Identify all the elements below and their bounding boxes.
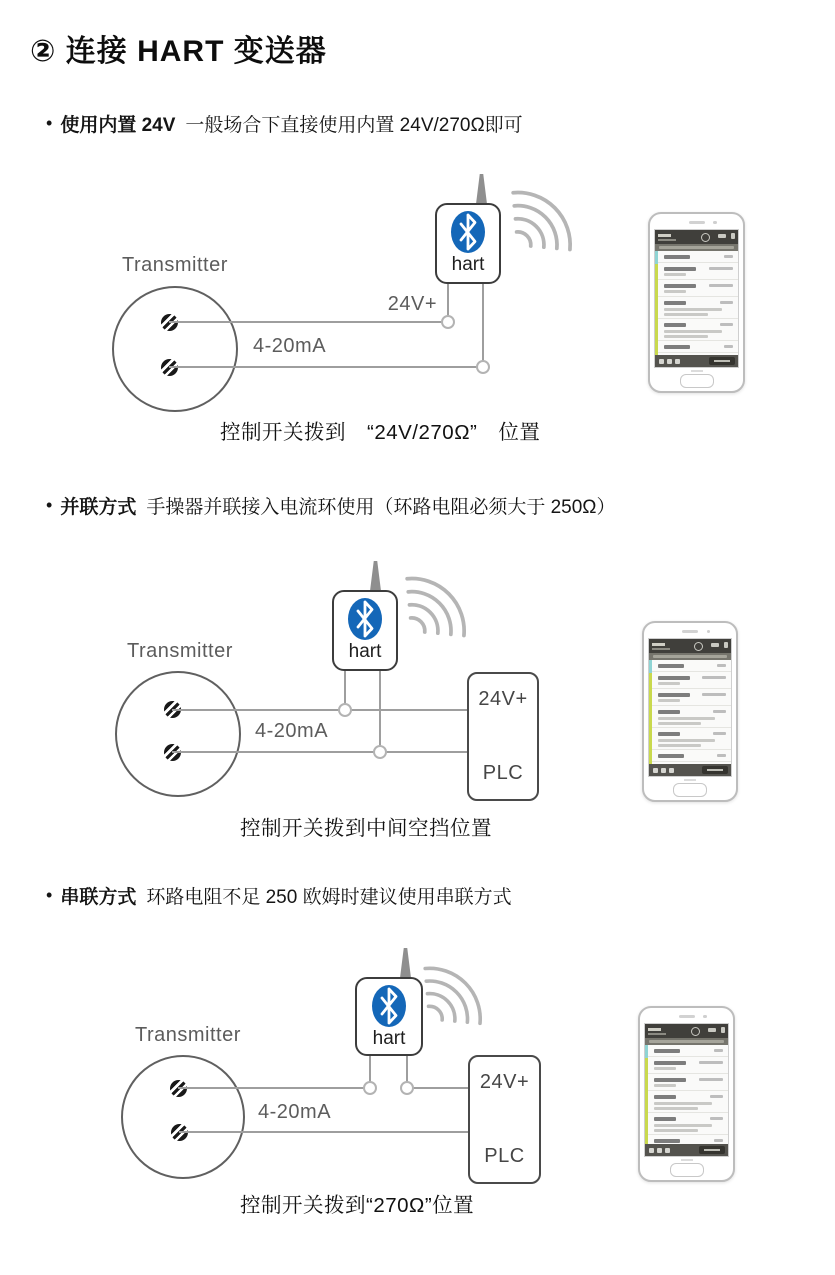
phone-camera (707, 630, 711, 634)
phone-app-header (655, 230, 738, 244)
hart-modem-device (332, 590, 398, 671)
phone-list-row (658, 280, 738, 297)
diagram-caption: 控制开关拨到“270Ω”位置 (240, 1194, 475, 1217)
wire-device-right (482, 279, 484, 361)
phone-list-row (652, 750, 731, 762)
phone-list-row (648, 1074, 728, 1091)
bullet-item-parallel (46, 492, 616, 519)
phone-home-button (680, 374, 714, 388)
phone-list-row (648, 1091, 728, 1113)
phone-camera (713, 221, 717, 225)
phone-top-bezel (640, 1008, 733, 1023)
phone-list-row (652, 706, 731, 728)
phone-app-header (645, 1024, 728, 1038)
hart-modem-device (355, 977, 423, 1056)
hart-device-label: hart (451, 254, 485, 275)
phone-speaker (679, 1015, 695, 1018)
bullet-text: 手操器并联接入电流环使用（环路电阻必须大于 250Ω） (146, 497, 616, 518)
connection-node (363, 1081, 377, 1095)
supply-label: 24V+ (387, 293, 437, 315)
wire-top (172, 709, 467, 711)
plc-box (468, 1055, 541, 1184)
antenna-icon (476, 174, 487, 204)
bullet-item-series (46, 882, 512, 909)
phone-list-row (648, 1045, 728, 1057)
phone-toolbar (655, 355, 738, 367)
phone-list-row (658, 297, 738, 319)
wire-device-left (447, 279, 449, 317)
menu-icon (724, 642, 728, 648)
antenna-icon (370, 561, 381, 591)
phone-parameter-list (645, 1045, 728, 1144)
bullet-title: 串联方式 (60, 887, 137, 908)
toolbar-button (702, 766, 728, 774)
phone-top-bezel (644, 623, 736, 638)
wireless-signal-icon (514, 180, 572, 250)
transmitter-circle (121, 1055, 245, 1179)
bullet-text: 一般场合下直接使用内置 24V/270Ω即可 (185, 115, 523, 136)
wireless-signal-icon (426, 956, 482, 1024)
diagram-caption: 控制开关拨到中间空挡位置 (240, 817, 492, 840)
toolbar-button (699, 1146, 725, 1154)
loop-current-label: 4-20mA (255, 720, 329, 742)
connection-node (476, 360, 490, 374)
phone-toolbar (649, 764, 731, 776)
hart-modem-device (435, 203, 501, 284)
phone-subheader (645, 1038, 728, 1045)
plc-label: PLC (482, 762, 524, 784)
loop-current-label: 4-20mA (258, 1101, 332, 1123)
phone-home-button (670, 1163, 704, 1177)
page-title: ② 连接 HART 变送器 (30, 35, 327, 68)
connection-node (373, 745, 387, 759)
smartphone-app-screenshot (648, 212, 745, 393)
phone-parameter-list (649, 660, 731, 764)
phone-camera (703, 1015, 707, 1019)
transmitter-label: Transmitter (135, 1024, 241, 1046)
bullet-text: 环路电阻不足 250 欧姆时建议使用串联方式 (146, 887, 512, 908)
refresh-icon (691, 1027, 700, 1036)
phone-screen (648, 638, 732, 777)
phone-bottom-bezel (644, 777, 736, 800)
bluetooth-icon (371, 984, 407, 1028)
smartphone-app-screenshot (638, 1006, 735, 1182)
transmitter-label: Transmitter (122, 254, 228, 276)
hart-device-label: hart (372, 1028, 406, 1049)
phone-toolbar (645, 1144, 728, 1156)
phone-screen (644, 1023, 729, 1157)
phone-app-header (649, 639, 731, 653)
plc-box (467, 672, 539, 801)
bluetooth-icon (450, 210, 486, 254)
connection-node (338, 703, 352, 717)
connection-node (400, 1081, 414, 1095)
phone-list-row (652, 660, 731, 672)
bluetooth-icon (347, 597, 383, 641)
bullet-marker: • (46, 113, 53, 133)
phone-top-bezel (650, 214, 743, 229)
wire-bottom (172, 751, 467, 753)
wire-device-right (379, 666, 381, 746)
antenna-icon (400, 948, 411, 978)
phone-bottom-bezel (640, 1157, 733, 1180)
wire-top-left (178, 1087, 370, 1089)
menu-icon (731, 233, 735, 239)
phone-list-row (658, 341, 738, 353)
bullet-marker: • (46, 885, 53, 905)
wire-bottom (169, 366, 483, 368)
transmitter-circle (115, 671, 241, 797)
phone-list-row (648, 1113, 728, 1135)
bullet-title: 使用内置 24V (60, 115, 176, 136)
bullet-item-internal-24v (46, 110, 523, 137)
refresh-icon (701, 233, 710, 242)
phone-list-row (658, 251, 738, 263)
phone-subheader (655, 244, 738, 251)
phone-list-row (658, 263, 738, 280)
hart-device-label: hart (348, 641, 382, 662)
phone-list-row (652, 689, 731, 706)
menu-icon (721, 1027, 725, 1033)
phone-speaker (682, 630, 698, 633)
loop-current-label: 4-20mA (253, 335, 327, 357)
wireless-signal-icon (408, 566, 466, 636)
refresh-icon (694, 642, 703, 651)
plc-label: PLC (484, 1145, 525, 1167)
transmitter-circle (112, 286, 238, 412)
wire-top-right (407, 1087, 468, 1089)
phone-home-button (673, 783, 707, 797)
wire-bottom (179, 1131, 468, 1133)
connection-node (441, 315, 455, 329)
plc-supply-label: 24V+ (479, 1071, 530, 1093)
phone-list-row (652, 672, 731, 689)
phone-screen (654, 229, 739, 368)
toolbar-button (709, 357, 735, 365)
phone-subheader (649, 653, 731, 660)
phone-list-row (658, 319, 738, 341)
phone-bottom-bezel (650, 368, 743, 391)
phone-speaker (689, 221, 705, 224)
smartphone-app-screenshot (642, 621, 738, 802)
phone-list-row (648, 1135, 728, 1144)
plc-supply-label: 24V+ (478, 688, 528, 710)
phone-list-row (648, 1057, 728, 1074)
wire-device-left (344, 666, 346, 706)
bullet-title: 并联方式 (60, 497, 137, 518)
bullet-marker: • (46, 495, 53, 515)
diagram-caption: 控制开关拨到 “24V/270Ω” 位置 (220, 421, 541, 444)
phone-list-row (652, 728, 731, 750)
phone-parameter-list (655, 251, 738, 355)
transmitter-label: Transmitter (127, 640, 233, 662)
wire-top (169, 321, 448, 323)
